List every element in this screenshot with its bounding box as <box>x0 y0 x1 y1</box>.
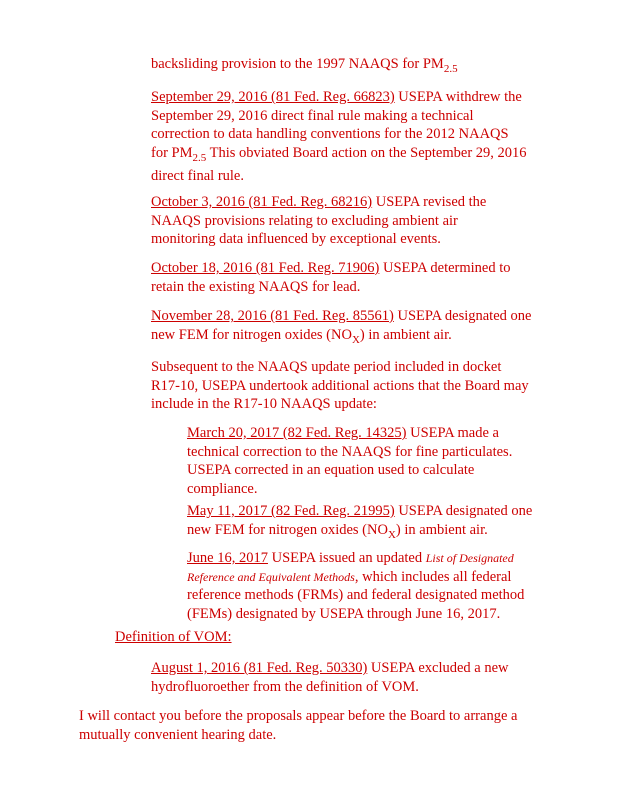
entry-october-3-2016: October 3, 2016 (81 Fed. Reg. 68216) USEPA revised the NAAQS provisions relating to excluding ambient air monitoring data influenced by exceptional events. <box>151 194 487 247</box>
citation-date: March 20, 2017 (82 Fed. Reg. 14325) <box>187 425 407 441</box>
carryover-line: backsliding provision to the 1997 NAAQS for $PM_{2.5}$ <box>151 56 458 75</box>
citation-date: October 18, 2016 (81 Fed. Reg. 71906) <box>151 260 380 276</box>
entry-june-16-2017: June 16, 2017 USEPA issued an updated List of Designated Reference and Equivalent Methods, which includes all federal reference methods (FRMs) and federal designated method (FEMs) designated by USEPA through June 16, 2017. <box>187 550 525 622</box>
subsequent-paragraph: Subsequent to the NAAQS update period included in docket R17-10, USEPA undertook additional actions that the Board may include in the R17-10 NAAQS update: <box>151 359 529 412</box>
closing-paragraph: I will contact you before the proposals appear before the Board to arrange a mutually convenient hearing date. <box>79 708 518 743</box>
citation-date: October 3, 2016 (81 Fed. Reg. 68216) <box>151 194 373 210</box>
document-title: Reference and Equivalent Methods <box>187 569 355 584</box>
entry-november-28-2016: November 28, 2016 (81 Fed. Reg. 85561) USEPA designated one new FEM for nitrogen oxides $(NO_X)$ in ambient air. <box>151 308 532 346</box>
document-title: List of Designated <box>425 551 514 565</box>
entry-august-1-2016: August 1, 2016 (81 Fed. Reg. 50330) USEPA excluded a new hydrofluoroether from the definition of VOM. <box>151 660 509 695</box>
citation-date: June 16, 2017 <box>187 550 268 566</box>
entry-march-20-2017: March 20, 2017 (82 Fed. Reg. 14325) USEPA made a technical correction to the NAAQS for fine particulates. USEPA corrected in an equation used to calculate compliance. <box>187 425 513 497</box>
heading-definition-of-vom: Definition of VOM: <box>115 629 232 645</box>
entry-may-11-2017: May 11, 2017 (82 Fed. Reg. 21995) USEPA designated one new FEM for nitrogen oxides $(NO_X)$ in ambient air. <box>187 503 533 541</box>
citation-date: August 1, 2016 (81 Fed. Reg. 50330) <box>151 660 368 676</box>
entry-september-29-2016: September 29, 2016 (81 Fed. Reg. 66823) USEPA withdrew the September 29, 2016 direct final rule making a technical correction to data handling conventions for the 2012 NAAQS for $PM_{2.5}$ This obviated Board action on the September 29, 2016 direct final rule. <box>151 89 527 184</box>
citation-date: September 29, 2016 (81 Fed. Reg. 66823) <box>151 89 395 105</box>
entry-october-18-2016: October 18, 2016 (81 Fed. Reg. 71906) USEPA determined to retain the existing NAAQS for lead. <box>151 260 511 295</box>
citation-date: November 28, 2016 (81 Fed. Reg. 85561) <box>151 308 394 324</box>
citation-date: May 11, 2017 (82 Fed. Reg. 21995) <box>187 503 395 519</box>
